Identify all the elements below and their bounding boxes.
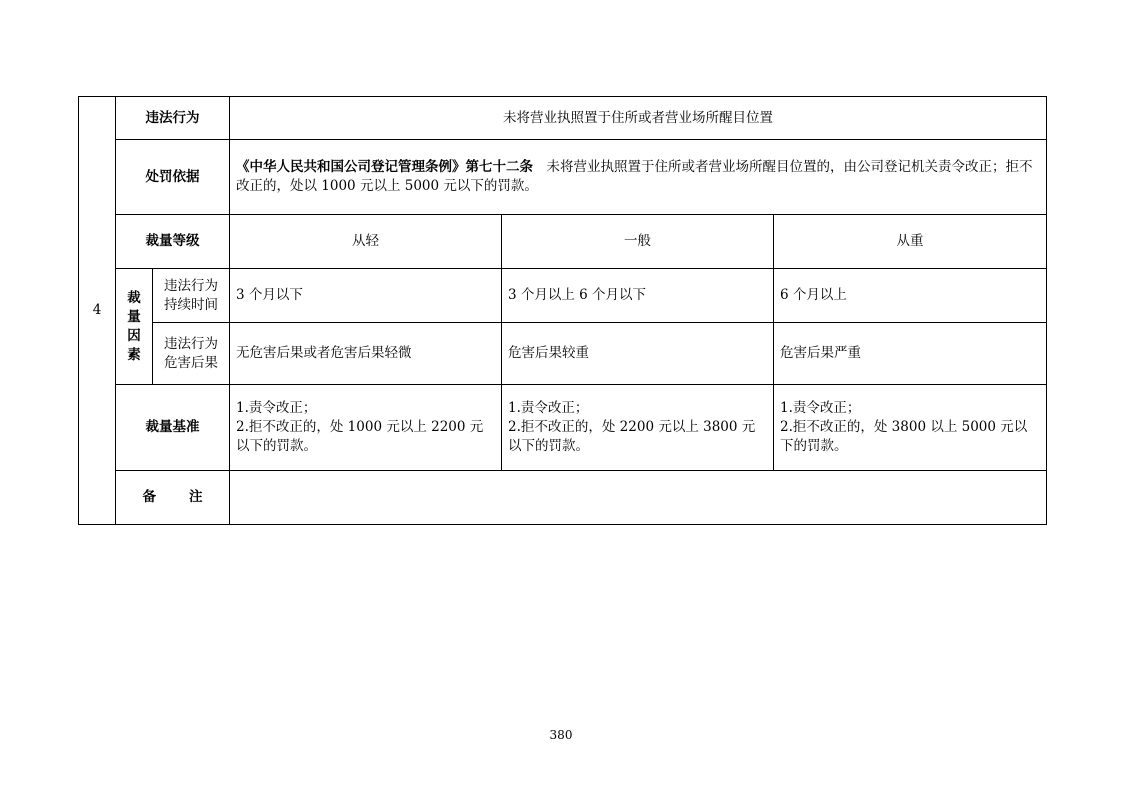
- basis-text: 未将营业执照置于住所或者营业场所醒目位置的，由公司登记机关责令改正；拒不改正的，处以 1000 元以上 5000 元以下的罚款。: [236, 159, 1033, 194]
- grade-normal: 一般: [502, 215, 774, 269]
- law-title: 《中华人民共和国公司登记管理条例》第七十二条: [236, 159, 533, 175]
- grade-label: 裁量等级: [116, 215, 230, 269]
- standard-heavy: 1.责令改正； 2.拒不改正的，处 3800 以上 5000 元以下的罚款。: [774, 385, 1047, 471]
- grade-light: 从轻: [230, 215, 502, 269]
- duration-light: 3 个月以下: [230, 269, 502, 323]
- standard-label: 裁量基准: [116, 385, 230, 471]
- duration-heavy: 6 个月以上: [774, 269, 1047, 323]
- page-number: 380: [549, 728, 573, 742]
- penalty-discretion-table: [78, 96, 1047, 525]
- factor-duration-label: 违法行为持续时间: [153, 269, 230, 323]
- harm-normal: 危害后果较重: [502, 323, 774, 385]
- violation-text: 未将营业执照置于住所或者营业场所醒目位置: [230, 97, 1047, 140]
- harm-heavy: 危害后果严重: [774, 323, 1047, 385]
- factor-harm-label: 违法行为危害后果: [153, 323, 230, 385]
- item-number: 4: [79, 97, 116, 525]
- standard-normal: 1.责令改正； 2.拒不改正的，处 2200 元以上 3800 元以下的罚款。: [502, 385, 774, 471]
- violation-label: 违法行为: [116, 97, 230, 140]
- remark-label: 备 注: [116, 471, 230, 525]
- grade-heavy: 从重: [774, 215, 1047, 269]
- basis-label: 处罚依据: [116, 140, 230, 215]
- harm-light: 无危害后果或者危害后果轻微: [230, 323, 502, 385]
- standard-light: 1.责令改正； 2.拒不改正的，处 1000 元以上 2200 元以下的罚款。: [230, 385, 502, 471]
- basis-cell: [230, 140, 1047, 215]
- factor-label: 裁 量 因 素: [116, 269, 153, 385]
- remark-text: [230, 471, 1047, 525]
- duration-normal: 3 个月以上 6 个月以下: [502, 269, 774, 323]
